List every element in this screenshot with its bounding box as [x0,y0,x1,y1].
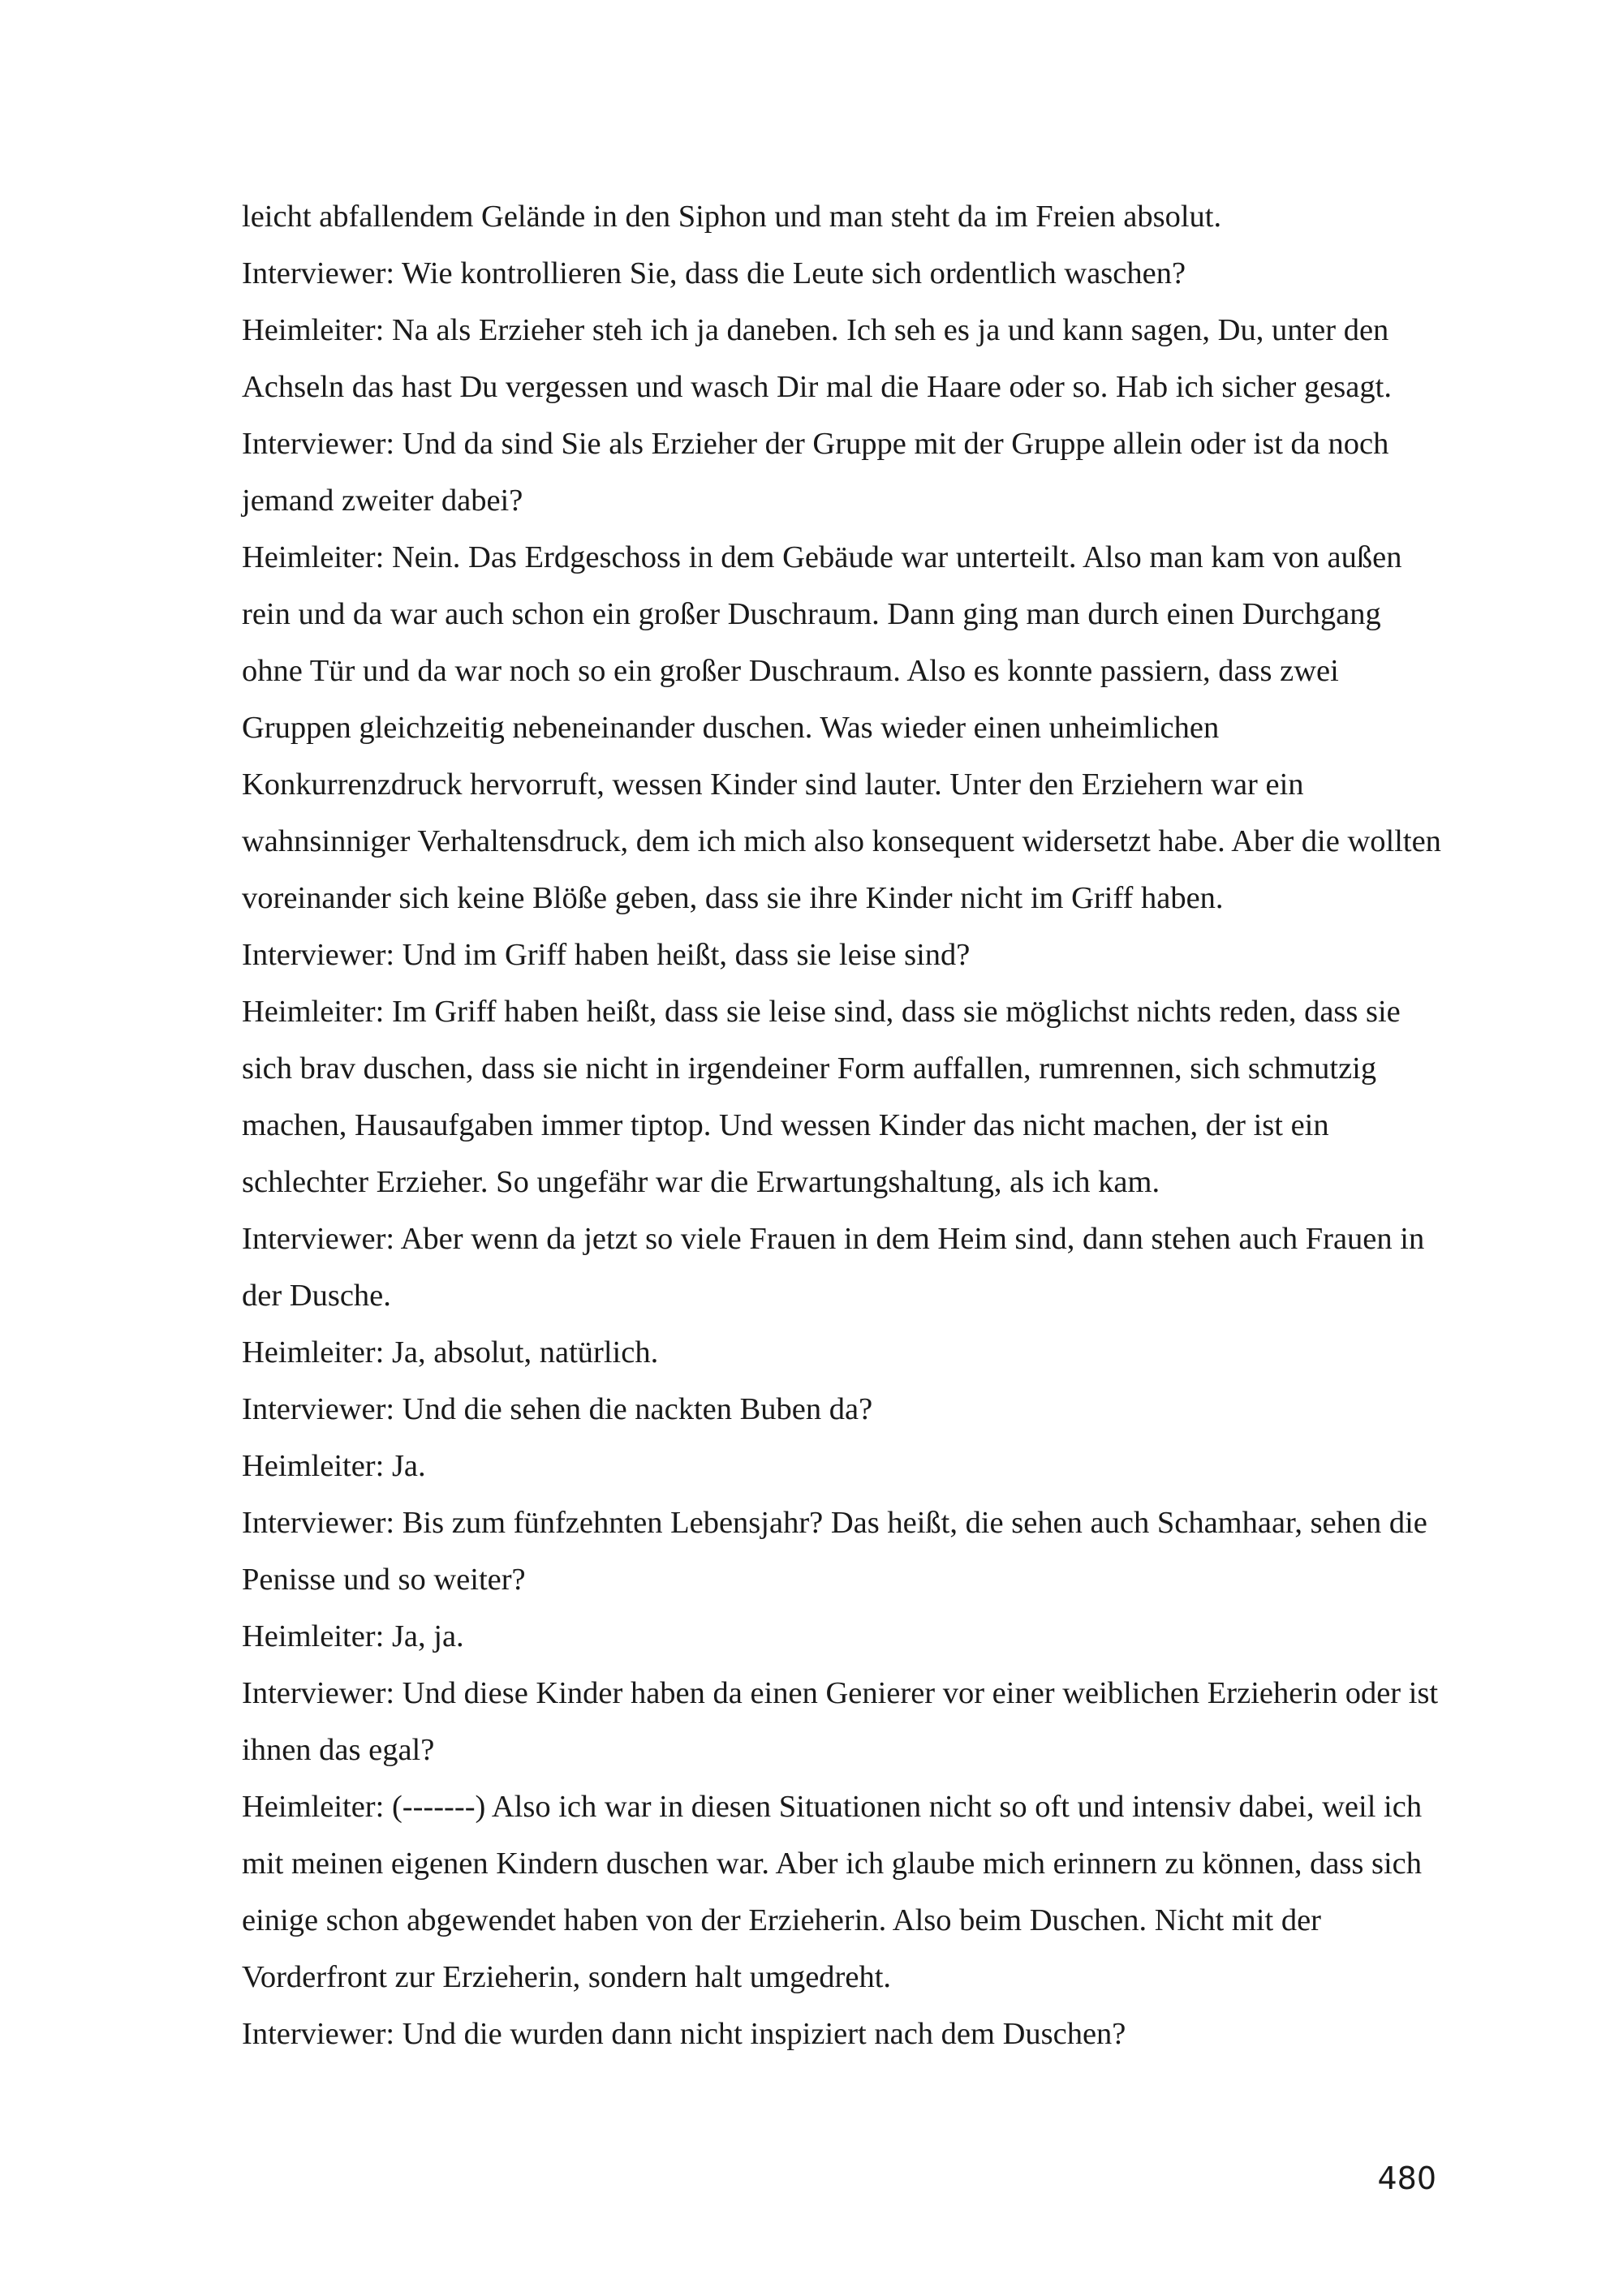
paragraph-heimleiter: Heimleiter: Ja, absolut, natürlich. [242,1335,659,1369]
paragraph-interviewer: Interviewer: Und da sind Sie als Erzieher der Gruppe mit der Gruppe allein oder ist da noch jemand zweiter dabei? [242,427,1389,518]
paragraph-interviewer: Interviewer: Bis zum fünfzehnten Lebensjahr? Das heißt, die sehen auch Schamhaar, sehen die Penisse und so weiter? [242,1506,1427,1597]
paragraph-heimleiter: Heimleiter: Ja. [242,1449,426,1483]
paragraph-interviewer: Interviewer: Und die wurden dann nicht inspiziert nach dem Duschen? [242,2017,1126,2051]
paragraph-interviewer: Interviewer: Aber wenn da jetzt so viele Frauen in dem Heim sind, dann stehen auch Frauen in der Dusche. [242,1222,1425,1313]
paragraph-heimleiter: Heimleiter: Ja, ja. [242,1619,464,1653]
page-number: 480 [1377,2161,1436,2196]
paragraph-heimleiter: Heimleiter: Na als Erzieher steh ich ja daneben. Ich seh es ja und kann sagen, Du, unter den Achseln das hast Du vergessen und wasch Dir mal die Haare oder so. Hab ich sicher gesagt. [242,313,1392,404]
paragraph-heimleiter: Heimleiter: Im Griff haben heißt, dass sie leise sind, dass sie möglichst nichts reden, dass sie sich brav duschen, dass sie nicht in irgendeiner Form auffallen, rumrennen, sich schmutzig machen, Hausaufgaben immer tiptop. Und wessen Kinder das nicht machen, der ist ein schlechter Erzieher. So ungefähr war die Erwartungshaltung, als ich kam. [242,995,1401,1199]
paragraph-heimleiter: Heimleiter: Nein. Das Erdgeschoss in dem Gebäude war unterteilt. Also man kam von außen rein und da war auch schon ein großer Duschraum. Dann ging man durch einen Durchgang ohne Tür und da war noch so ein großer Duschraum. Also es konnte passiern, dass zwei Gruppen gleichzeitig nebeneinander duschen. Was wieder einen unheimlichen Konkurrenzdruck hervorruft, wessen Kinder sind lauter. Unter den Erziehern war ein wahnsinniger Verhaltensdruck, dem ich mich also konsequent widersetzt habe. Aber die wollten voreinander sich keine Blöße geben, dass sie ihre Kinder nicht im Griff haben. [242,540,1441,915]
paragraph-continuation: leicht abfallendem Gelände in den Siphon und man steht da im Freien absolut. [242,200,1222,234]
paragraph-interviewer: Interviewer: Und im Griff haben heißt, dass sie leise sind? [242,938,971,972]
paragraph-interviewer: Interviewer: Wie kontrollieren Sie, dass die Leute sich ordentlich waschen? [242,256,1186,290]
paragraph-interviewer: Interviewer: Und diese Kinder haben da einen Genierer vor einer weiblichen Erzieherin oder ist ihnen das egal? [242,1676,1439,1767]
paragraph-interviewer: Interviewer: Und die sehen die nackten Buben da? [242,1392,873,1426]
interview-transcript [242,188,1443,2062]
paragraph-heimleiter: Heimleiter: (-------) Also ich war in diesen Situationen nicht so oft und intensiv dabei, weil ich mit meinen eigenen Kindern duschen war. Aber ich glaube mich erinnern zu können, dass sich einige schon abgewendet haben von der Erzieherin. Also beim Duschen. Nicht mit der Vorderfront zur Erzieherin, sondern halt umgedreht. [242,1790,1423,1994]
